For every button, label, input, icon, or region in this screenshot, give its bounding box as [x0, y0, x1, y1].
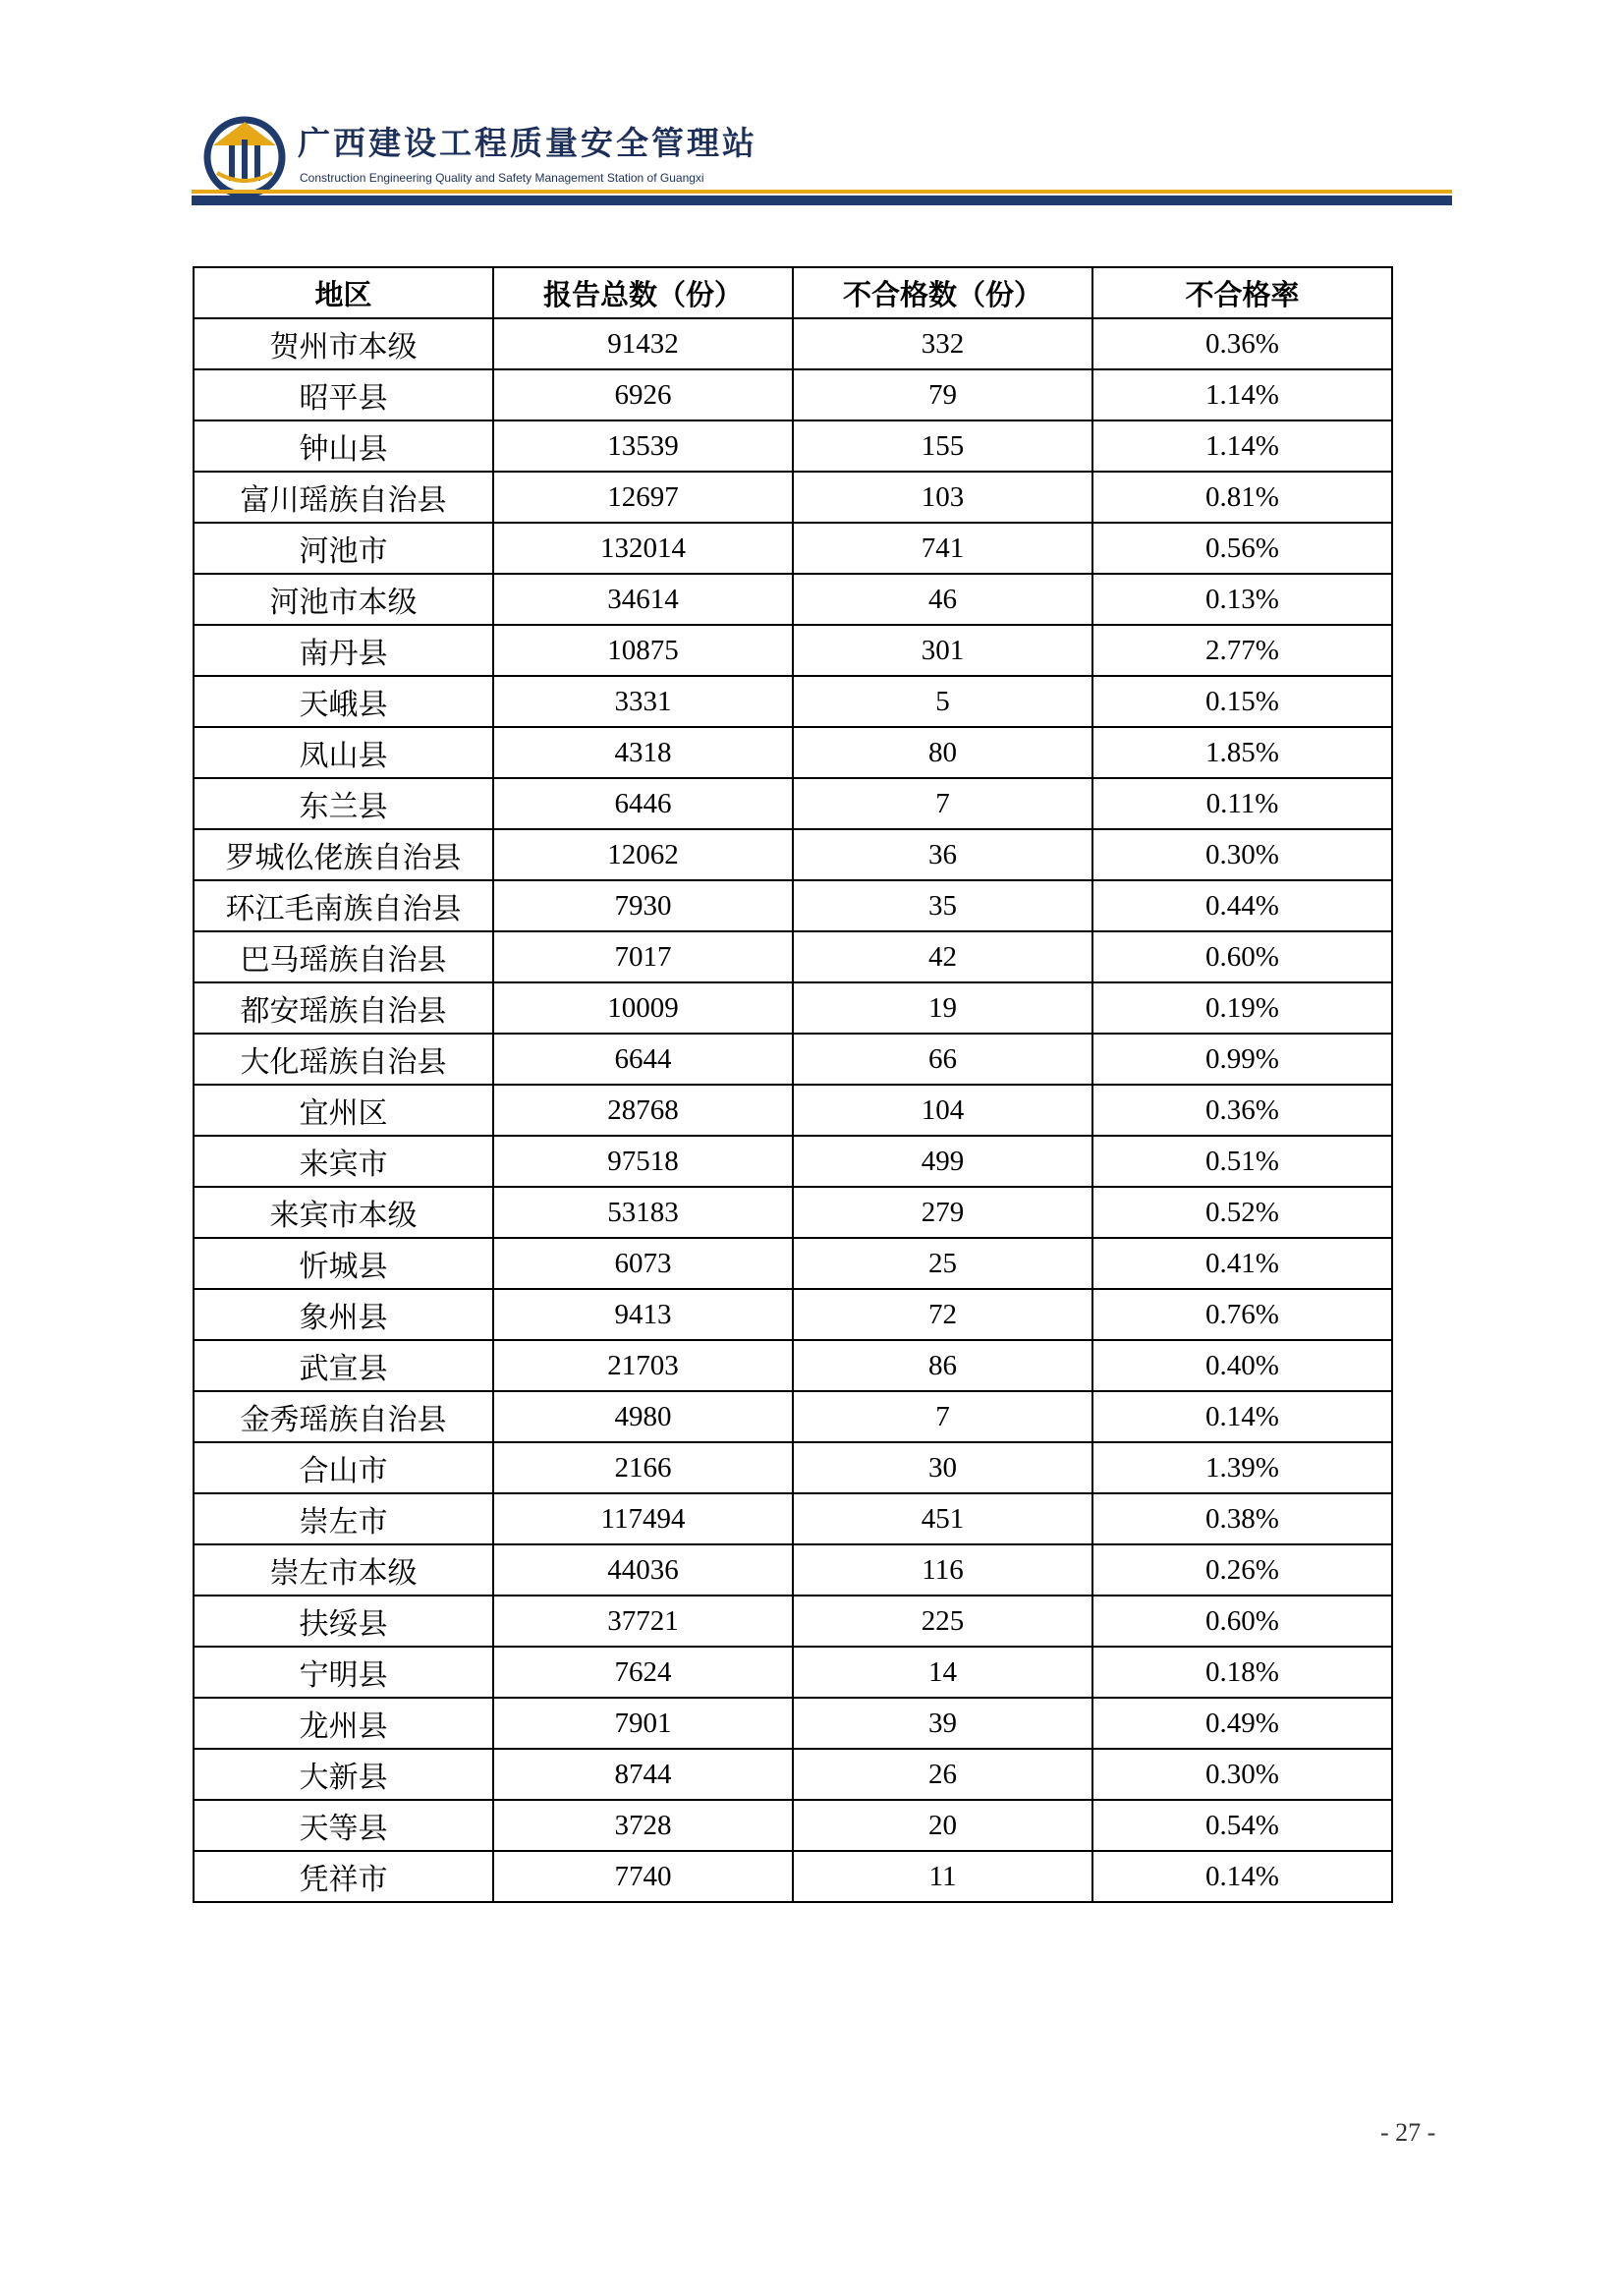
failure-rate-cell: 0.52%	[1092, 1187, 1392, 1238]
report-total-cell: 9413	[493, 1289, 793, 1340]
failure-rate-cell: 0.38%	[1092, 1493, 1392, 1544]
table-row	[194, 1085, 1392, 1136]
table-row	[194, 1596, 1392, 1647]
table-row	[194, 829, 1392, 880]
region-cell: 崇左市	[194, 1493, 493, 1544]
region-cell: 东兰县	[194, 778, 493, 829]
report-total-cell: 12697	[493, 472, 793, 523]
failed-count-cell: 451	[793, 1493, 1092, 1544]
column-header-region: 地区	[194, 267, 493, 318]
report-total-cell: 37721	[493, 1596, 793, 1647]
failed-count-cell: 104	[793, 1085, 1092, 1136]
failure-rate-cell: 0.36%	[1092, 1085, 1392, 1136]
report-total-cell: 2166	[493, 1442, 793, 1493]
failure-rate-cell: 0.15%	[1092, 676, 1392, 727]
report-total-cell: 6073	[493, 1238, 793, 1289]
region-cell: 凭祥市	[194, 1851, 493, 1902]
column-header-failure-rate: 不合格率	[1092, 267, 1392, 318]
report-total-cell: 34614	[493, 574, 793, 625]
region-cell: 天峨县	[194, 676, 493, 727]
report-total-cell: 28768	[493, 1085, 793, 1136]
region-cell: 崇左市本级	[194, 1544, 493, 1596]
table-row	[194, 1749, 1392, 1800]
report-total-cell: 6446	[493, 778, 793, 829]
report-total-cell: 7624	[493, 1647, 793, 1698]
region-cell: 贺州市本级	[194, 318, 493, 369]
table-row	[194, 880, 1392, 931]
report-total-cell: 4980	[493, 1391, 793, 1442]
region-cell: 扶绥县	[194, 1596, 493, 1647]
table-row	[194, 778, 1392, 829]
failed-count-cell: 741	[793, 523, 1092, 574]
failed-count-cell: 36	[793, 829, 1092, 880]
failed-count-cell: 66	[793, 1034, 1092, 1085]
column-header-failed-count: 不合格数（份）	[793, 267, 1092, 318]
failure-rate-cell: 0.26%	[1092, 1544, 1392, 1596]
failure-rate-cell: 1.14%	[1092, 420, 1392, 472]
failed-count-cell: 20	[793, 1800, 1092, 1851]
failure-rate-cell: 0.60%	[1092, 931, 1392, 982]
failure-rate-cell: 2.77%	[1092, 625, 1392, 676]
report-total-cell: 44036	[493, 1544, 793, 1596]
report-total-cell: 10009	[493, 982, 793, 1034]
failure-rate-cell: 0.54%	[1092, 1800, 1392, 1851]
region-cell: 凤山县	[194, 727, 493, 778]
failure-rate-cell: 0.11%	[1092, 778, 1392, 829]
failed-count-cell: 7	[793, 1391, 1092, 1442]
table-row	[194, 523, 1392, 574]
table-row	[194, 420, 1392, 472]
failed-count-cell: 80	[793, 727, 1092, 778]
report-total-cell: 12062	[493, 829, 793, 880]
failed-count-cell: 155	[793, 420, 1092, 472]
failed-count-cell: 30	[793, 1442, 1092, 1493]
report-total-cell: 7740	[493, 1851, 793, 1902]
region-cell: 来宾市本级	[194, 1187, 493, 1238]
failed-count-cell: 11	[793, 1851, 1092, 1902]
header-rule-navy	[192, 196, 1452, 205]
report-total-cell: 3728	[493, 1800, 793, 1851]
failure-rate-cell: 1.39%	[1092, 1442, 1392, 1493]
table-row	[194, 1136, 1392, 1187]
region-cell: 来宾市	[194, 1136, 493, 1187]
table-row	[194, 982, 1392, 1034]
table-row	[194, 676, 1392, 727]
failed-count-cell: 42	[793, 931, 1092, 982]
failed-count-cell: 35	[793, 880, 1092, 931]
failure-rate-cell: 0.60%	[1092, 1596, 1392, 1647]
failed-count-cell: 499	[793, 1136, 1092, 1187]
failure-rate-cell: 0.51%	[1092, 1136, 1392, 1187]
failed-count-cell: 14	[793, 1647, 1092, 1698]
inspection-report-table	[193, 266, 1393, 1903]
organization-subtitle: Construction Engineering Quality and Safety Management Station of Guangxi	[300, 171, 704, 185]
table-row	[194, 625, 1392, 676]
failure-rate-cell: 0.49%	[1092, 1698, 1392, 1749]
region-cell: 钟山县	[194, 420, 493, 472]
table-row	[194, 1493, 1392, 1544]
report-total-cell: 6926	[493, 369, 793, 420]
report-total-cell: 10875	[493, 625, 793, 676]
region-cell: 都安瑶族自治县	[194, 982, 493, 1034]
letterhead	[192, 108, 1452, 206]
region-cell: 龙州县	[194, 1698, 493, 1749]
region-cell: 合山市	[194, 1442, 493, 1493]
table-row	[194, 931, 1392, 982]
failed-count-cell: 25	[793, 1238, 1092, 1289]
region-cell: 大化瑶族自治县	[194, 1034, 493, 1085]
failure-rate-cell: 0.76%	[1092, 1289, 1392, 1340]
failed-count-cell: 5	[793, 676, 1092, 727]
report-total-cell: 4318	[493, 727, 793, 778]
header-rule-gold	[192, 190, 1452, 194]
page-number: - 27 -	[1380, 2118, 1436, 2147]
table-row	[194, 574, 1392, 625]
failed-count-cell: 46	[793, 574, 1092, 625]
column-header-report-total: 报告总数（份）	[493, 267, 793, 318]
failure-rate-cell: 0.19%	[1092, 982, 1392, 1034]
report-total-cell: 97518	[493, 1136, 793, 1187]
failure-rate-cell: 0.41%	[1092, 1238, 1392, 1289]
report-total-cell: 7017	[493, 931, 793, 982]
report-total-cell: 13539	[493, 420, 793, 472]
failure-rate-cell: 0.81%	[1092, 472, 1392, 523]
report-total-cell: 6644	[493, 1034, 793, 1085]
table-row	[194, 1034, 1392, 1085]
region-cell: 象州县	[194, 1289, 493, 1340]
region-cell: 武宣县	[194, 1340, 493, 1391]
table-row	[194, 1238, 1392, 1289]
region-cell: 巴马瑶族自治县	[194, 931, 493, 982]
organization-name: 广西建设工程质量安全管理站	[298, 124, 757, 162]
table-row	[194, 1340, 1392, 1391]
table-row	[194, 1800, 1392, 1851]
table-row	[194, 472, 1392, 523]
organization-logo-icon	[203, 116, 286, 198]
failure-rate-cell: 0.30%	[1092, 829, 1392, 880]
failure-rate-cell: 0.56%	[1092, 523, 1392, 574]
failed-count-cell: 86	[793, 1340, 1092, 1391]
failed-count-cell: 19	[793, 982, 1092, 1034]
region-cell: 昭平县	[194, 369, 493, 420]
failure-rate-cell: 0.36%	[1092, 318, 1392, 369]
failed-count-cell: 279	[793, 1187, 1092, 1238]
table-row	[194, 1289, 1392, 1340]
report-total-cell: 8744	[493, 1749, 793, 1800]
failure-rate-cell: 0.14%	[1092, 1851, 1392, 1902]
region-cell: 罗城仫佬族自治县	[194, 829, 493, 880]
table-row	[194, 1851, 1392, 1902]
region-cell: 宜州区	[194, 1085, 493, 1136]
failed-count-cell: 103	[793, 472, 1092, 523]
table-row	[194, 1442, 1392, 1493]
failure-rate-cell: 0.18%	[1092, 1647, 1392, 1698]
region-cell: 天等县	[194, 1800, 493, 1851]
failed-count-cell: 79	[793, 369, 1092, 420]
table-row	[194, 1698, 1392, 1749]
region-cell: 金秀瑶族自治县	[194, 1391, 493, 1442]
failure-rate-cell: 0.30%	[1092, 1749, 1392, 1800]
region-cell: 环江毛南族自治县	[194, 880, 493, 931]
failed-count-cell: 26	[793, 1749, 1092, 1800]
region-cell: 忻城县	[194, 1238, 493, 1289]
table-row	[194, 369, 1392, 420]
failed-count-cell: 116	[793, 1544, 1092, 1596]
table-row	[194, 1187, 1392, 1238]
table-row	[194, 727, 1392, 778]
failure-rate-cell: 1.85%	[1092, 727, 1392, 778]
failure-rate-cell: 0.44%	[1092, 880, 1392, 931]
failed-count-cell: 39	[793, 1698, 1092, 1749]
report-total-cell: 132014	[493, 523, 793, 574]
failed-count-cell: 332	[793, 318, 1092, 369]
failure-rate-cell: 0.99%	[1092, 1034, 1392, 1085]
region-cell: 大新县	[194, 1749, 493, 1800]
region-cell: 南丹县	[194, 625, 493, 676]
failed-count-cell: 301	[793, 625, 1092, 676]
report-total-cell: 21703	[493, 1340, 793, 1391]
table-header-row	[194, 267, 1392, 318]
table-row	[194, 1391, 1392, 1442]
report-total-cell: 7901	[493, 1698, 793, 1749]
report-total-cell: 53183	[493, 1187, 793, 1238]
table-row	[194, 1647, 1392, 1698]
report-total-cell: 7930	[493, 880, 793, 931]
table-row	[194, 318, 1392, 369]
failure-rate-cell: 0.14%	[1092, 1391, 1392, 1442]
report-total-cell: 91432	[493, 318, 793, 369]
region-cell: 河池市本级	[194, 574, 493, 625]
region-cell: 河池市	[194, 523, 493, 574]
table-body	[194, 318, 1392, 1902]
failure-rate-cell: 0.13%	[1092, 574, 1392, 625]
report-total-cell: 117494	[493, 1493, 793, 1544]
failed-count-cell: 72	[793, 1289, 1092, 1340]
failure-rate-cell: 0.40%	[1092, 1340, 1392, 1391]
report-total-cell: 3331	[493, 676, 793, 727]
table-row	[194, 1544, 1392, 1596]
failure-rate-cell: 1.14%	[1092, 369, 1392, 420]
region-cell: 富川瑶族自治县	[194, 472, 493, 523]
failed-count-cell: 225	[793, 1596, 1092, 1647]
region-cell: 宁明县	[194, 1647, 493, 1698]
failed-count-cell: 7	[793, 778, 1092, 829]
